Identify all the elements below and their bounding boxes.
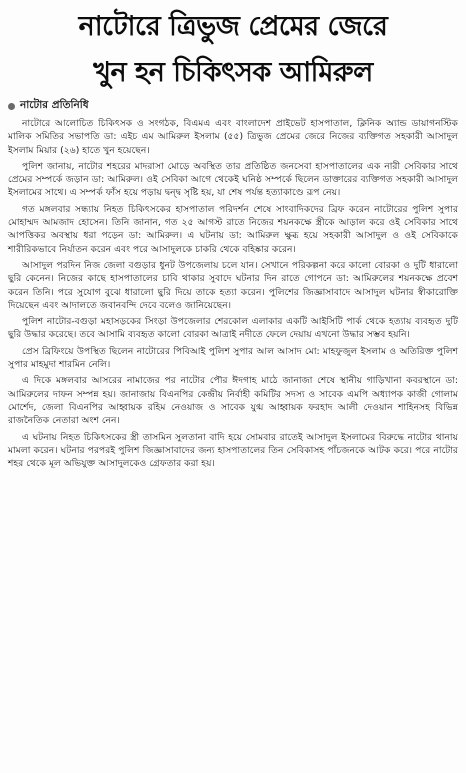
paragraph-3: গত মঙ্গলবার সন্ধ্যায় নিহত চিকিৎসকের হাসপাতাল পরিদর্শন শেষে সাংবাদিকদের ব্রিফ করেন নাটোরের পুলিশ সুপার মোহাম্মদ আমজাদ হোসেন। তিনি জানান, গত ২৫ আগস্ট রাতে নিজের শয়নকক্ষে স্ত্রীকে আড়াল করে ওই সেবিকার সাথে আপত্তিকর অবস্থায় ধরা পড়েন ডা: আমিরুল। এ ঘটনায় ডা: আমিরুল ক্ষুব্ধ হয়ে সহকারী আসাদুল ও ওই সেবিকাকে শারীরিকভাবে নির্যাতন করেন এবং পরে আসাদুলকে চাকরি থেকে বহিষ্কার করেন। (8, 203, 458, 255)
headline-line-2: খুন হন চিকিৎসক আমিরুল (93, 57, 373, 88)
paragraph-2: পুলিশ জানায়, নাটোর শহরের মাদরাসা মোড়ে অবস্থিত তার প্রতিষ্ঠিত জনসেবা হাসপাতালের এক নারী সেবিকার সাথে প্রেমের সম্পর্কে জড়ান ডা: আমিরুল। ওই সেবিকা আগে থেকেই ঘনিষ্ঠ সম্পর্কে ছিলেন ডাক্তারের ব্যক্তিগত সহকারী আসাদুল ইসলামের সাথে। এ সম্পর্ক ফাঁস হয়ে পড়ায় দ্বন্দ্ব সৃষ্টি হয়, যা শেষ পর্যন্ত হত্যাকাণ্ডে রূপ নেয়। (8, 160, 458, 199)
article-body (8, 117, 458, 470)
paragraph-7: এ দিকে মঙ্গলবার আসরের নামাজের পর নাটোর পৌর ঈদগাহ মাঠে জানাজা শেষে স্থানীয় গাড়িখানা কবরস্থানে ডা: আমিরুলের দাফন সম্পন্ন হয়। জানাজায় বিএনপির কেন্দ্রীয় নির্বাহী কমিটির সদস্য ও সাবেক এমপি অধ্যাপক কাজী গোলাম মোর্শেদ, জেলা বিএনপির আহ্বায়ক রহিম নেওয়াজ ও সাবেক যুগ্ম আহ্বায়ক ফরহাদ আলী দেওয়ান শাহিনসহ বিভিন্ন রাজনৈতিক নেতারা অংশ নেন। (8, 375, 458, 427)
paragraph-6: প্রেস ব্রিফিংয়ে উপস্থিত ছিলেন নাটোরের পিবিআই পুলিশ সুপার আল আসাদ মো: মাহফুজুল ইসলাম ও অতিরিক্ত পুলিশ সুপার মাহমুদা শারমিন নেলি। (8, 345, 458, 371)
paragraph-4: আসাদুল পরদিন নিজ জেলা বগুড়ার ধুনট উপজেলায় চলে যান। সেখানে পরিকল্পনা করে কালো বোরকা ও দুটি ধারালো ছুরি কেনেন। নিজের কাছে হাসপাতালের চাবি থাকার সুবাদে ঘটনার দিন রাতে গোপনে ডা: আমিরুলের শয়নকক্ষে প্রবেশ করেন তিনি। পরে সুযোগ বুঝে ধারালো ছুরি দিয়ে তাকে হত্যা করেন। পুলিশের জিজ্ঞাসাবাদে আসাদুল ঘটনার স্বীকারোক্তি দিয়েছেন এবং আদালতে জবানবন্দি দেবে বলেও জানিয়েছেন। (8, 259, 458, 311)
byline (8, 98, 458, 114)
paragraph-1: নাটোরে আলোচিত চিকিৎসক ও সংগঠক, বিএমএ এবং বাংলাদেশ প্রাইভেট হাসপাতাল, ক্লিনিক অ্যান্ড ডায়াগনস্টিক মালিক সমিতির সভাপতি ডা: এইচ এম আমিরুল ইসলাম (৫৫) ত্রিভুজ প্রেমের জেরে নিজের ব্যক্তিগত সহকারী আসাদুল ইসলাম মিয়ার (২৬) হাতে খুন হয়েছেন। (8, 118, 458, 156)
paragraph-8: এ ঘটনায় নিহত চিকিৎসকের স্ত্রী তাসমিন সুলতানা বাদি হয়ে সোমবার রাতেই আসাদুল ইসলামের বিরুদ্ধে নাটোর থানায় মামলা করেন। ঘটনার পরপরই পুলিশ জিজ্ঞাসাবাদের জন্য হাসপাতালের তিন সেবিকাসহ পাঁচজনকে আটক করে। পরে নাটোর শহর থেকে মূল অভিযুক্ত আসাদুলকেও গ্রেফতার করা হয়। (8, 431, 458, 470)
headline-line-1: নাটোরে ত্রিভুজ প্রেমের জেরে (78, 11, 388, 42)
byline-text: নাটোর প্রতিনিধি (20, 98, 89, 111)
article-headline (8, 4, 458, 96)
bullet-icon (8, 103, 15, 110)
paragraph-5: পুলিশ নাটোর-বগুড়া মহাসড়কের সিংড়া উপজেলার শেরকোল এলাকার একটি আইসিটি পার্ক থেকে হত্যায় ব্যবহৃত দুটি ছুরি উদ্ধার করেছে। তবে আসামি ব্যবহৃত কালো বোরকা আত্রাই নদীতে ফেলে দেয়ায় এখনো উদ্ধার সম্ভব হয়নি। (8, 316, 458, 341)
